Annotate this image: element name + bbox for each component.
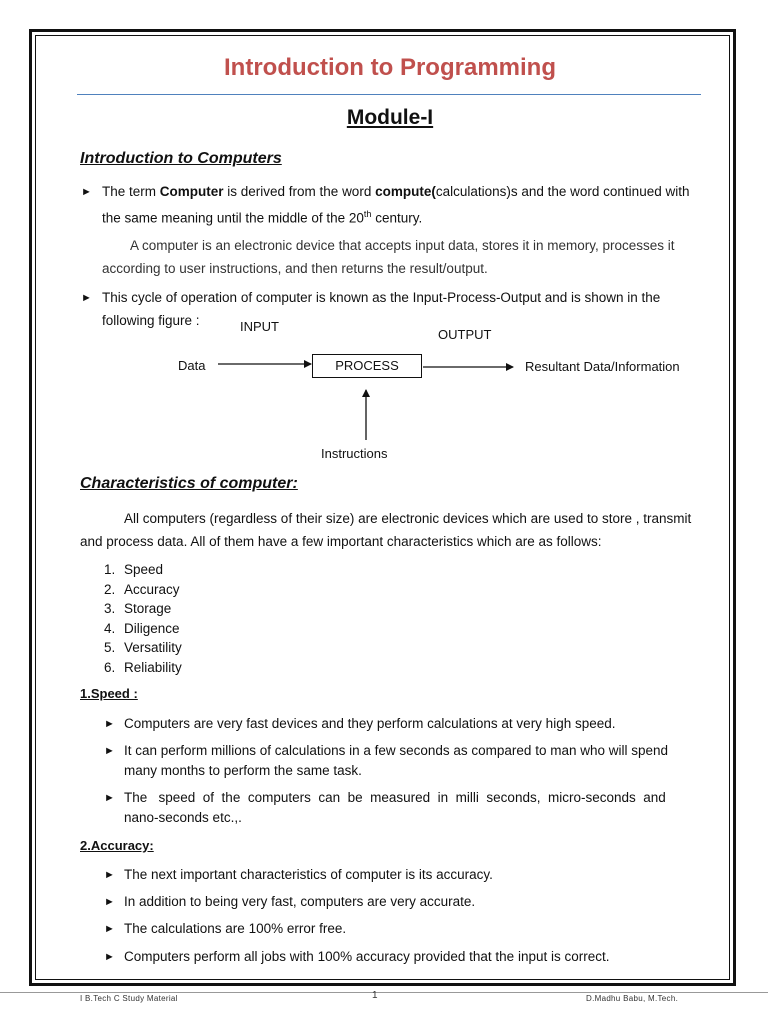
- bullet-icon: ►: [104, 951, 115, 963]
- list-item: 3. Storage: [104, 601, 172, 617]
- intro-bullet-1-line-1: The term Computer is derived from the word compute(calculations)s and the word continued with: [102, 184, 690, 199]
- accuracy-bullet-4: Computers perform all jobs with 100% accuracy provided that the input is correct.: [124, 949, 610, 964]
- diagram-input-label: INPUT: [240, 319, 279, 334]
- intro-heading: Introduction to Computers: [80, 150, 282, 167]
- characteristics-intro-line-2: and process data. All of them have a few important characteristics which are as follows:: [80, 534, 602, 549]
- accuracy-bullet-1: The next important characteristics of computer is its accuracy.: [124, 867, 493, 882]
- speed-bullet-3-line-1: The speed of the computers can be measured in milli seconds, micro-seconds and: [124, 790, 666, 805]
- footer-divider: [0, 992, 768, 993]
- diagram-result-label: Resultant Data/Information: [525, 359, 680, 374]
- characteristics-intro-line-1: All computers (regardless of their size) are electronic devices which are used to store , transmit: [124, 511, 692, 526]
- page-title: Introduction to Programming: [224, 54, 556, 81]
- characteristics-heading: Characteristics of computer:: [80, 475, 298, 492]
- diagram-output-label: OUTPUT: [438, 327, 492, 342]
- speed-heading: 1.Speed :: [80, 686, 138, 701]
- accuracy-heading: 2.Accuracy:: [80, 838, 154, 853]
- bullet-icon: ►: [104, 923, 115, 935]
- intro-bullet-2-line-2: following figure :: [102, 313, 200, 328]
- list-item: 4. Diligence: [104, 620, 180, 636]
- footer-left-text: I B.Tech C Study Material: [80, 994, 178, 1003]
- intro-bullet-1-line-2: the same meaning until the middle of the 20th century.: [102, 209, 423, 226]
- speed-bullet-1: Computers are very fast devices and they perform calculations at very high speed.: [124, 716, 616, 731]
- accuracy-bullet-3: The calculations are 100% error free.: [124, 921, 347, 936]
- bullet-icon: ►: [104, 745, 115, 757]
- computer-definition-line-2: according to user instructions, and then returns the result/output.: [102, 261, 488, 276]
- bullet-icon: ►: [104, 718, 115, 730]
- diagram-process-box: PROCESS: [312, 354, 422, 378]
- footer-page-number: 1: [372, 990, 378, 1001]
- intro-bullet-2-line-1: This cycle of operation of computer is known as the Input-Process-Output and is shown in the: [102, 290, 661, 305]
- footer-right-text: D.Madhu Babu, M.Tech.: [586, 994, 679, 1003]
- bullet-icon: ►: [104, 792, 115, 804]
- list-item: 2. Accuracy: [104, 581, 180, 597]
- bullet-icon: ►: [104, 869, 115, 881]
- diagram-data-label: Data: [178, 358, 206, 373]
- speed-bullet-2-line-1: It can perform millions of calculations in a few seconds as compared to man who will spend: [124, 743, 669, 758]
- bullet-icon: ►: [81, 292, 92, 304]
- bullet-icon: ►: [104, 896, 115, 908]
- characteristics-list: [104, 560, 182, 678]
- list-item: 1. Speed: [104, 562, 164, 577]
- accuracy-bullet-2: In addition to being very fast, computers are very accurate.: [124, 894, 476, 909]
- list-item: 5. Versatility: [104, 640, 182, 656]
- speed-bullet-2-line-2: many months to perform the same task.: [124, 763, 362, 778]
- speed-bullet-3-line-2: nano-seconds etc.,.: [124, 810, 242, 825]
- module-heading: Module-I: [346, 106, 434, 129]
- computer-definition-line-1: A computer is an electronic device that accepts input data, stores it in memory, processes it: [130, 238, 675, 253]
- diagram-instructions-label: Instructions: [321, 446, 388, 461]
- list-item: 6. Reliability: [104, 659, 182, 675]
- bullet-icon: ►: [81, 186, 92, 198]
